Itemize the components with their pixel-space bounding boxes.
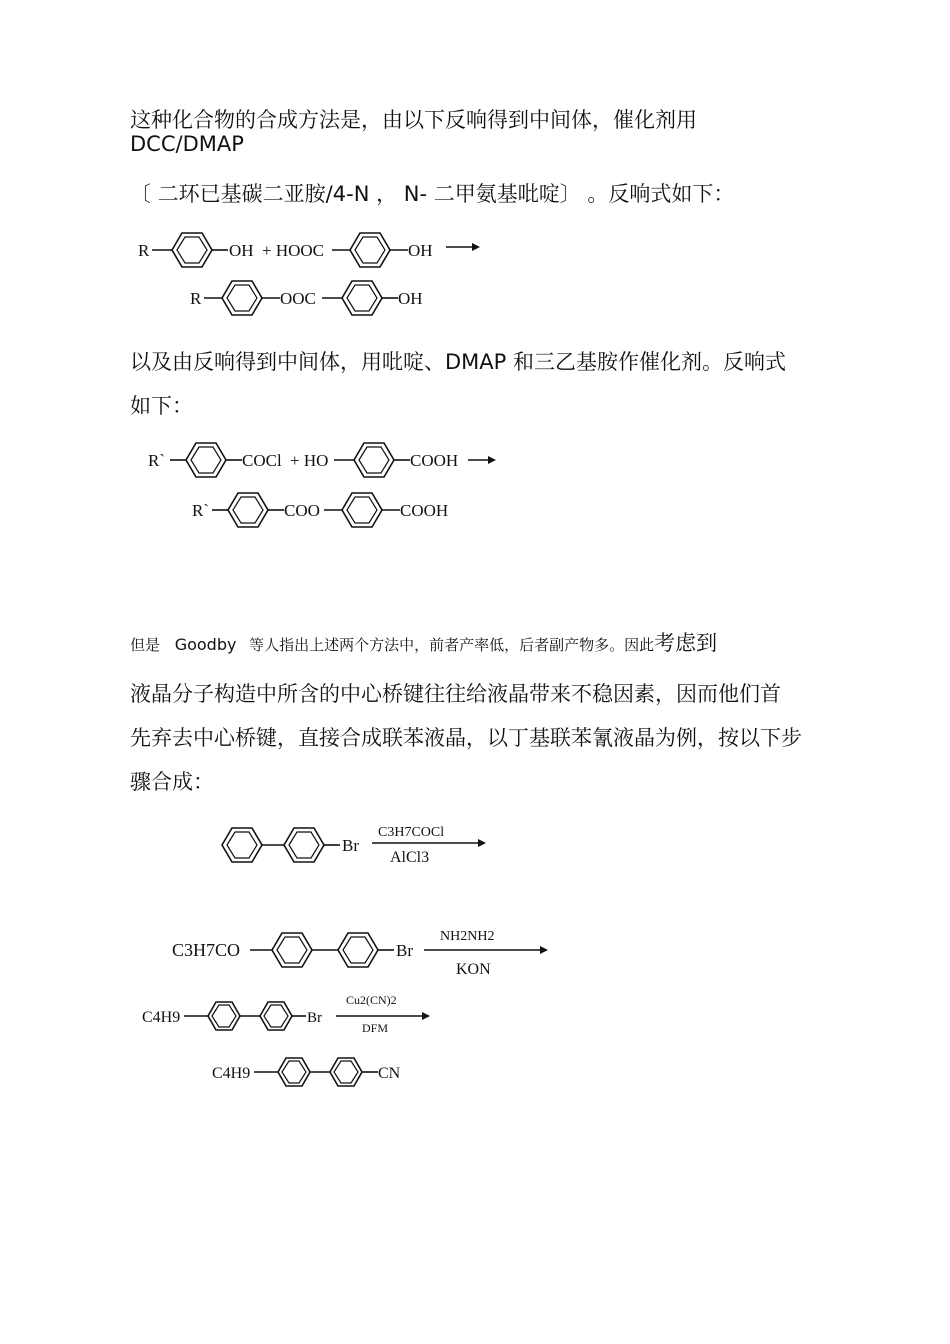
reagent-bottom-label: AlCl3 — [390, 849, 430, 866]
benzene-ring-inner-icon — [347, 285, 377, 311]
benzene-ring-inner-icon — [355, 237, 385, 263]
benzene-ring-inner-icon — [334, 1061, 358, 1083]
cyano-label: CN — [378, 1065, 401, 1082]
reagent-bottom-label: KON — [456, 961, 491, 978]
benzene-ring-inner-icon — [227, 832, 257, 858]
arrow-head-icon — [488, 456, 496, 464]
plus-ho-label: + HO — [290, 451, 329, 470]
intro-line-2: DCC/DMAP — [130, 132, 244, 156]
synthesis-step-4 — [210, 1050, 430, 1100]
arrow-head-icon — [422, 1012, 430, 1020]
butyl-label: C4H9 — [142, 1009, 181, 1026]
para2-line-2: 如下： — [130, 394, 193, 418]
benzene-ring-icon — [260, 1002, 292, 1030]
benzene-ring-inner-icon — [282, 1061, 306, 1083]
benzene-ring-icon — [208, 1002, 240, 1030]
r-group-label: R — [190, 289, 202, 308]
synthesis-step-1 — [218, 818, 498, 874]
benzene-ring-icon — [278, 1058, 310, 1086]
arrow-head-icon — [472, 243, 480, 251]
synthesis-step-3 — [140, 990, 440, 1044]
benzene-ring-icon — [330, 1058, 362, 1086]
benzene-ring-inner-icon — [289, 832, 319, 858]
benzene-ring-icon — [228, 493, 268, 527]
bromo-label: Br — [307, 1010, 322, 1026]
benzene-ring-icon — [342, 493, 382, 527]
para3-line-2: 液晶分子构造中所含的中心桥键往往给液晶带来不稳因素，因而他们首 — [130, 682, 781, 706]
intro-line-3: 〔 二环已基碳二亚胺/4-N ， N- 二甲氨基吡啶〕 。反响式如下： — [130, 182, 735, 206]
para3-seg-3: 等人指出上述两个方法中，前者产率低，后者副产物多。因此 — [249, 636, 655, 654]
benzene-ring-inner-icon — [347, 497, 377, 523]
reagent-top-label: C3H7COCl — [378, 825, 445, 840]
reaction-1-scheme — [130, 222, 530, 322]
benzene-ring-inner-icon — [227, 285, 257, 311]
para3-seg-4: 考虑到 — [654, 631, 718, 655]
hydroxyl-label: OH — [408, 241, 433, 260]
benzene-ring-icon — [222, 281, 262, 315]
intro-line-1: 这种化合物的合成方法是，由以下反响得到中间体，催化剂用 — [130, 108, 697, 132]
benzene-ring-inner-icon — [191, 447, 221, 473]
benzene-ring-icon — [338, 933, 378, 967]
benzene-ring-inner-icon — [264, 1005, 288, 1027]
para3-line-1 — [130, 627, 717, 657]
benzene-ring-icon — [350, 233, 390, 267]
plus-hooc-label: + HOOC — [262, 241, 325, 260]
arrow-head-icon — [478, 839, 486, 847]
r-group-label: R` — [192, 501, 209, 520]
benzene-ring-inner-icon — [177, 237, 207, 263]
benzene-ring-inner-icon — [343, 937, 373, 963]
benzene-ring-icon — [284, 828, 324, 862]
reagent-top-label: NH2NH2 — [440, 929, 495, 944]
ester-label: OOC — [280, 289, 316, 308]
benzene-ring-icon — [172, 233, 212, 267]
hydroxyl-label: OH — [229, 241, 254, 260]
benzene-ring-icon — [222, 828, 262, 862]
benzene-ring-inner-icon — [359, 447, 389, 473]
para2-line-1: 以及由反响得到中间体，用吡啶、DMAP 和三乙基胺作催化剂。反响式 — [130, 350, 786, 374]
carboxyl-label: COOH — [400, 501, 449, 520]
reagent-bottom-label: DFM — [362, 1021, 389, 1035]
acyl-chloride-label: COCl — [242, 451, 282, 470]
para3-seg-2: Goodby — [174, 635, 237, 654]
hydroxyl-label: OH — [398, 289, 423, 308]
para3-line-3: 先弃去中心桥键，直接合成联苯液晶，以丁基联苯氰液晶为例，按以下步 — [130, 726, 802, 750]
r-group-label: R — [138, 241, 150, 260]
bromo-label: Br — [342, 836, 359, 855]
butyl-label: C4H9 — [212, 1065, 251, 1082]
intro-paragraph — [130, 108, 840, 156]
arrow-head-icon — [540, 946, 548, 954]
benzene-ring-inner-icon — [233, 497, 263, 523]
reagent-top-label: Cu2(CN)2 — [346, 993, 397, 1007]
ester-label: COO — [284, 501, 320, 520]
synthesis-step-2 — [170, 922, 560, 982]
benzene-ring-icon — [272, 933, 312, 967]
para3-line-4: 骤合成： — [130, 770, 214, 794]
benzene-ring-icon — [186, 443, 226, 477]
benzene-ring-inner-icon — [212, 1005, 236, 1027]
carboxyl-label: COOH — [410, 451, 459, 470]
benzene-ring-icon — [342, 281, 382, 315]
r-group-label: R` — [148, 451, 165, 470]
para3-seg-1: 但是 — [130, 636, 161, 654]
benzene-ring-inner-icon — [277, 937, 307, 963]
bromo-label: Br — [396, 941, 413, 960]
reaction-2-scheme — [140, 432, 540, 542]
benzene-ring-icon — [354, 443, 394, 477]
butyryl-label: C3H7CO — [172, 940, 241, 960]
